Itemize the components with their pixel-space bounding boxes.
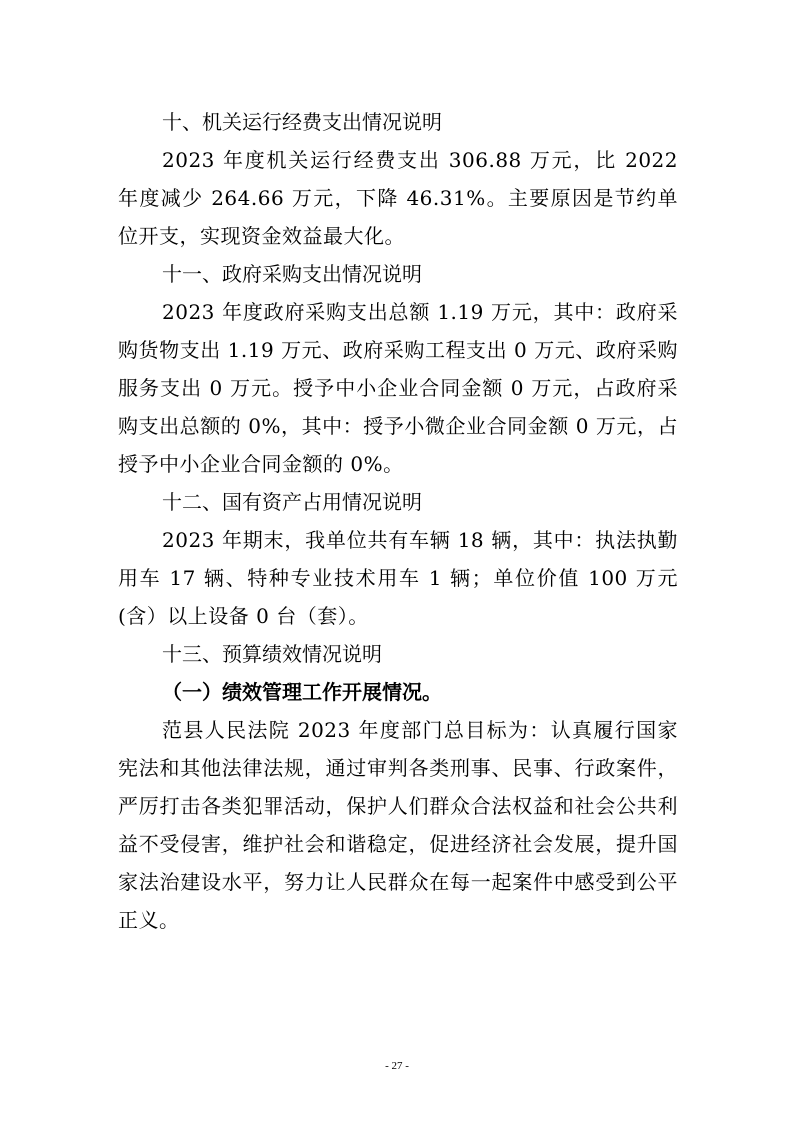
section-heading-13: 十三、预算绩效情况说明 — [162, 642, 382, 666]
section-paragraph-10: 2023 年度机关运行经费支出 306.88 万元，比 2022 年度减少 264.66 万元，下降 46.31%。主要原因是节约单位开支，实现资金效益最大化。 — [118, 148, 678, 248]
document-body — [118, 103, 678, 939]
section-heading-10: 十、机关运行经费支出情况说明 — [162, 110, 442, 134]
section-paragraph-12: 2023 年期末，我单位共有车辆 18 辆，其中：执法执勤用车 17 辆、特种专业技术用车 1 辆；单位价值 100 万元(含）以上设备 0 台（套）。 — [118, 528, 678, 628]
section-heading-12: 十二、国有资产占用情况说明 — [162, 490, 422, 514]
subsection-heading-13-1: （一）绩效管理工作开展情况。 — [162, 680, 442, 704]
section-paragraph-13: 范县人民法院 2023 年度部门总目标为：认真履行国家宪法和其他法律法规，通过审判各类刑事、民事、行政案件，严厉打击各类犯罪活动，保护人们群众合法权益和社会公共利益不受侵害，维护社会和谐稳定，促进经济社会发展，提升国家法治建设水平，努力让人民群众在每一起案件中感受到公平正义。 — [118, 718, 678, 932]
section-heading-11: 十一、政府采购支出情况说明 — [162, 262, 422, 286]
page-number: - 27 - — [385, 1060, 409, 1072]
section-paragraph-11: 2023 年度政府采购支出总额 1.19 万元，其中：政府采购货物支出 1.19 万元、政府采购工程支出 0 万元、政府采购服务支出 0 万元。授予中小企业合同金额 0 万元，占政府采购支出总额的 0%，其中：授予小微企业合同金额 0 万元，占授予中小企业合同金额的 0%。 — [118, 300, 678, 476]
